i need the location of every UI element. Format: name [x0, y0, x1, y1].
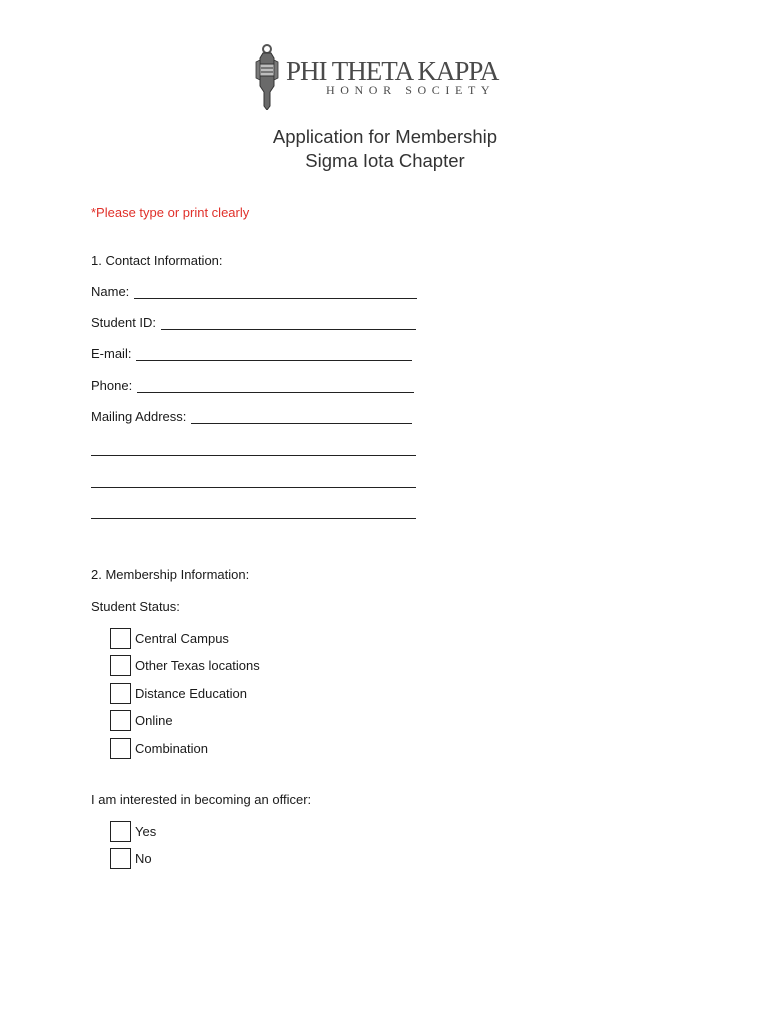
checkbox[interactable] [110, 710, 131, 731]
option-label: Other Texas locations [135, 657, 260, 673]
logo-subtitle: HONOR SOCIETY [326, 83, 496, 97]
page-title: Application for Membership [272, 126, 498, 147]
address-line-3[interactable] [91, 487, 416, 488]
status-option-combination[interactable] [110, 737, 208, 759]
phone-field [91, 378, 414, 393]
officer-interest-label: I am interested in becoming an officer: [91, 792, 312, 807]
contact-section-heading: 1. Contact Information: [91, 253, 223, 268]
email-field [91, 346, 412, 361]
instruction-note: *Please type or print clearly [91, 205, 250, 220]
name-input-line[interactable] [134, 284, 417, 299]
membership-section-heading: 2. Membership Information: [91, 567, 250, 582]
officer-option-yes[interactable] [110, 820, 156, 842]
phone-label: Phone: [91, 378, 133, 393]
mailing-address-label: Mailing Address: [91, 409, 187, 424]
status-option-distance-education[interactable] [110, 682, 247, 704]
mailing-address-input-line[interactable] [191, 409, 412, 424]
checkbox[interactable] [110, 738, 131, 759]
key-emblem-icon [252, 44, 282, 110]
address-line-2[interactable] [91, 455, 416, 456]
student-id-field [91, 315, 416, 330]
phi-theta-kappa-logo [250, 44, 520, 110]
email-label: E-mail: [91, 346, 132, 361]
phone-input-line[interactable] [137, 378, 414, 393]
status-option-other-texas[interactable] [110, 654, 260, 676]
student-id-input-line[interactable] [161, 315, 416, 330]
checkbox[interactable] [110, 628, 131, 649]
option-label: Yes [135, 823, 157, 839]
option-label: No [135, 850, 152, 866]
status-option-central-campus[interactable] [110, 627, 229, 649]
checkbox[interactable] [110, 683, 131, 704]
checkbox[interactable] [110, 848, 131, 869]
logo-name: PHI THETA KAPPA [286, 56, 499, 86]
option-label: Distance Education [135, 685, 248, 701]
student-status-label: Student Status: [91, 599, 180, 614]
officer-option-no[interactable] [110, 847, 152, 869]
name-field [91, 284, 417, 299]
option-label: Combination [135, 740, 208, 756]
option-label: Online [135, 712, 173, 728]
address-line-4[interactable] [91, 518, 416, 519]
checkbox[interactable] [110, 655, 131, 676]
mailing-address-field [91, 409, 412, 424]
status-option-online[interactable] [110, 709, 173, 731]
name-label: Name: [91, 284, 130, 299]
student-id-label: Student ID: [91, 315, 157, 330]
email-input-line[interactable] [136, 346, 412, 361]
checkbox[interactable] [110, 821, 131, 842]
option-label: Central Campus [135, 630, 229, 646]
page-subtitle: Sigma Iota Chapter [305, 150, 465, 171]
